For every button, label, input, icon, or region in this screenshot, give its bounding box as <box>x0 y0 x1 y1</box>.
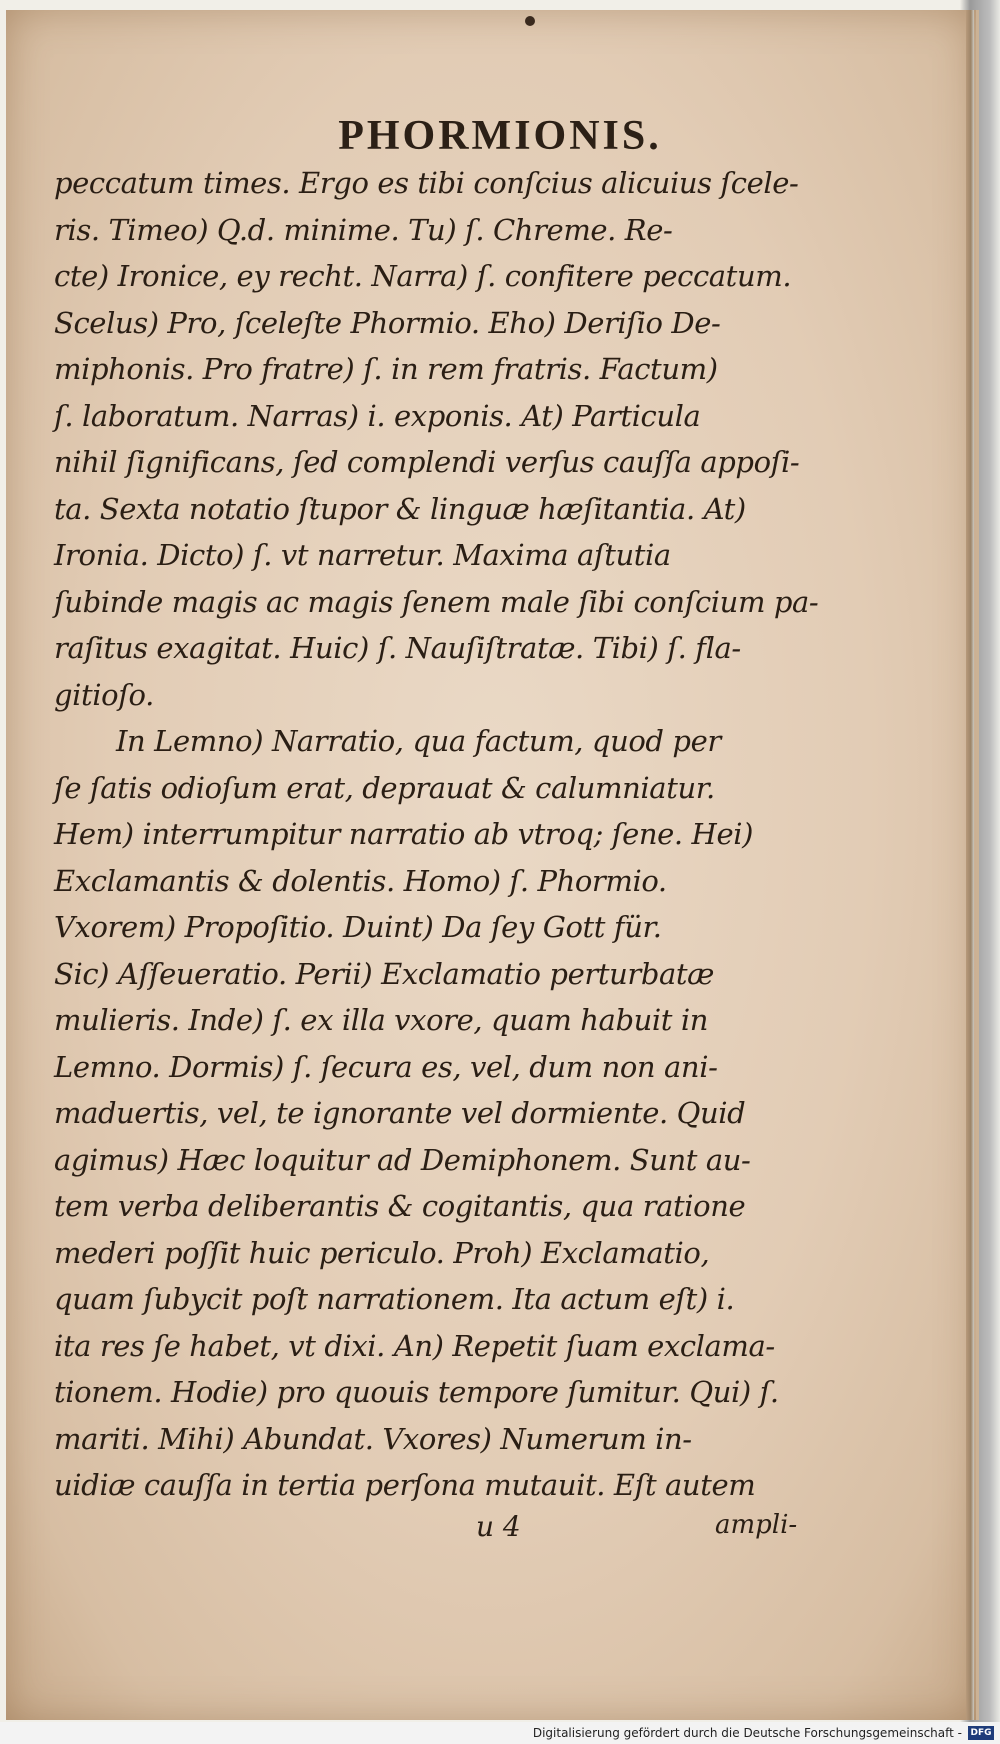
text-line: Ironia. Dicto) ſ. vt narretur. Maxima aſtutia <box>54 538 671 572</box>
digitization-credit <box>0 1722 1000 1744</box>
text-line: Exclamantis & dolentis. Homo) ſ. Phormio. <box>54 863 667 898</box>
text-line: Hem) interrumpitur narratio ab vtroq; ſene. Hei) <box>54 817 753 851</box>
text-line: ta. Sexta notatio ſtupor & linguæ hæſitantia. At) <box>54 491 746 526</box>
text-line: Vxorem) Propoſitio. Duint) Da ſey Gott für. <box>54 910 662 944</box>
text-line: tem verba deliberantis & cogitantis, qua ratione <box>54 1189 746 1223</box>
text-line: mederi poſſit huic periculo. Proh) Exclamatio, <box>54 1235 710 1270</box>
dfg-logo-icon: DFG <box>968 1726 994 1740</box>
commentary-text <box>54 160 824 1509</box>
text-line: mulieris. Inde) ſ. ex illa vxore, quam habuit in <box>54 1003 708 1037</box>
text-line: maduertis, vel, te ignorante vel dormiente. Quid <box>54 1096 746 1130</box>
text-line: ſubinde magis ac magis ſenem male ſibi conſcium pa- <box>54 584 819 619</box>
text-line: Sic) Aſſeueratio. Perii) Exclamatio perturbatæ <box>54 956 714 991</box>
text-line: peccatum times. Ergo es tibi conſcius alicuius ſcele- <box>54 166 799 200</box>
catchword: ampli- <box>715 1510 798 1540</box>
text-line: gitioſo. <box>54 677 154 712</box>
text-line: Lemno. Dormis) ſ. ſecura es, vel, dum non ani- <box>54 1049 718 1084</box>
text-line: uidiæ cauſſa in tertia perſona mutauit. Eſt autem <box>54 1468 756 1502</box>
credit-text: Digitalisierung gefördert durch die Deutsche Forschungsgemeinschaft - <box>532 1726 962 1740</box>
text-line: nihil ſignificans, ſed complendi verſus cauſſa appoſi- <box>54 445 800 479</box>
text-line: ſ. laboratum. Narras) i. exponis. At) Particula <box>54 398 701 433</box>
text-line: tionem. Hodie) pro quouis tempore ſumitur. Qui) ſ. <box>54 1375 779 1409</box>
signature-mark: u 4 <box>476 1510 521 1543</box>
page-mark <box>525 16 535 26</box>
text-line: quam ſubycit poſt narrationem. Ita actum eſt) i. <box>54 1282 735 1316</box>
page-footer <box>0 1510 1000 1550</box>
text-line: Scelus) Pro, ſceleſte Phormio. Eho) Deriſio De- <box>54 305 721 340</box>
text-line: mariti. Mihi) Abundat. Vxores) Numerum in- <box>54 1421 692 1456</box>
text-line: miphonis. Pro fratre) ſ. in rem fratris. Factum) <box>54 352 718 386</box>
text-line: ris. Timeo) Q.d. minime. Tu) ſ. Chreme. Re- <box>54 212 673 247</box>
page-edge <box>966 10 974 1720</box>
text-line: raſitus exagitat. Huic) ſ. Nauſiſtratæ. Tibi) ſ. fla- <box>54 631 741 665</box>
text-line: ita res ſe habet, vt dixi. An) Repetit ſuam exclama- <box>54 1328 775 1363</box>
running-header: PHORMIONIS. <box>338 113 662 159</box>
text-line: cte) Ironice, ey recht. Narra) ſ. confitere peccatum. <box>54 259 792 293</box>
text-line: In Lemno) Narratio, qua factum, quod per <box>116 724 721 758</box>
text-line: agimus) Hæc loquitur ad Demiphonem. Sunt au- <box>54 1142 751 1177</box>
text-line: ſe ſatis odioſum erat, deprauat & calumniatur. <box>54 770 715 805</box>
